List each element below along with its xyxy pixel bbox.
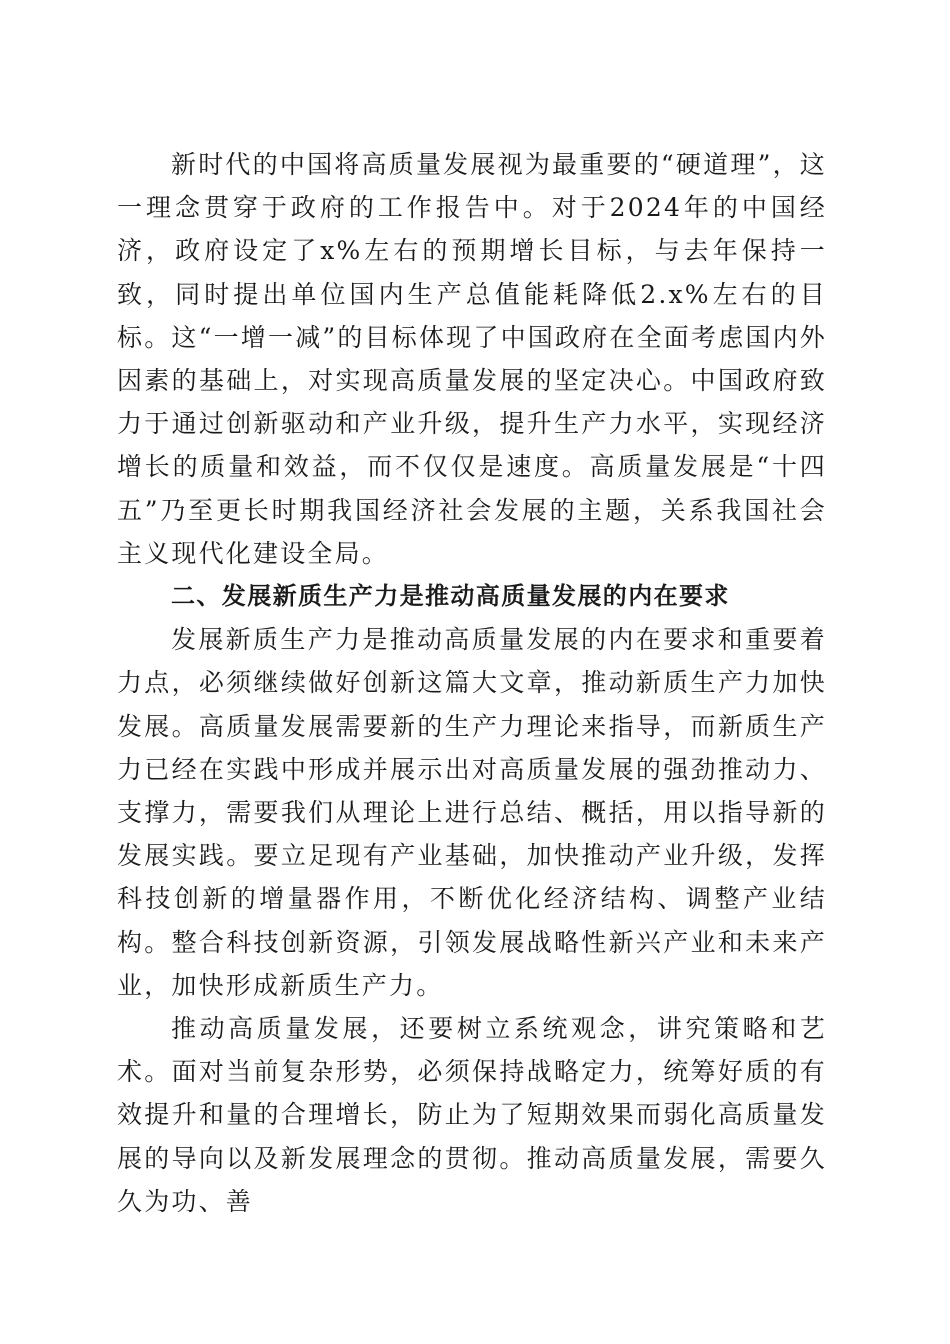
- document-body: [117, 143, 827, 1223]
- section-heading: 二、发展新质生产力是推动高质量发展的内在要求: [171, 582, 730, 611]
- paragraph-high-quality-development: 新时代的中国将高质量发展视为最重要的“硬道理”，这一理念贯穿于政府的工作报告中。对于2024年的中国经济，政府设定了x%左右的预期增长目标，与去年保持一致，同时提出单位国内生产总值能耗降低2.x%左右的目标。这“一增一减”的目标体现了中国政府在全面考虑国内外因素的基础上，对实现高质量发展的坚定决心。中国政府致力于通过创新驱动和产业升级，提升生产力水平，实现经济增长的质量和效益，而不仅仅是速度。高质量发展是“十四五”乃至更长时期我国经济社会发展的主题，关系我国社会主义现代化建设全局。: [117, 150, 827, 568]
- paragraph-new-productive-forces: 发展新质生产力是推动高质量发展的内在要求和重要着力点，必须继续做好创新这篇大文章，推动新质生产力加快发展。高质量发展需要新的生产力理论来指导，而新质生产力已经在实践中形成并展示出对高质量发展的强劲推动力、支撑力，需要我们从理论上进行总结、概括，用以指导新的发展实践。要立足现有产业基础，加快推动产业升级，发挥科技创新的增量器作用，不断优化经济结构、调整产业结构。整合科技创新资源，引领发展战略性新兴产业和未来产业，加快形成新质生产力。: [117, 625, 827, 1000]
- paragraph-system-concept: 推动高质量发展，还要树立系统观念，讲究策略和艺术。面对当前复杂形势，必须保持战略定力，统筹好质的有效提升和量的合理增长，防止为了短期效果而弱化高质量发展的导向以及新发展理念的贯彻。推动高质量发展，需要久久为功、善: [117, 1014, 827, 1216]
